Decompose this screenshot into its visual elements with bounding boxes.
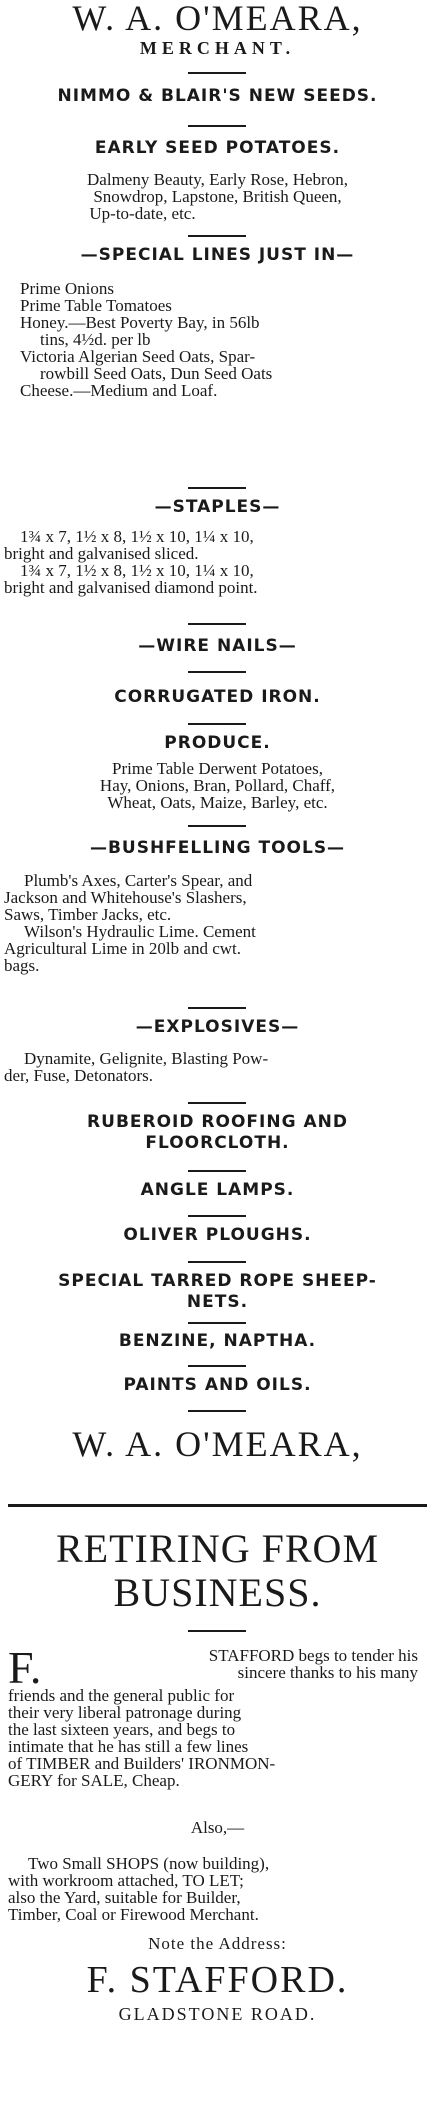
staples-line: 1¾ x 7, 1½ x 8, 1½ x 10, 1¼ x 10, [20,527,254,546]
potatoes-line: Dalmeny Beauty, Early Rose, Hebron, [87,170,348,189]
special-line: tins, 4½d. per lb [40,330,151,349]
produce-line: Wheat, Oats, Maize, Barley, etc. [107,793,328,812]
angle-lamps-heading: ANGLE LAMPS. [140,1180,295,1200]
stafford-line: the last sixteen years, and begs to [8,1720,236,1739]
explosives-line: Dynamite, Gelignite, Blasting Pow- [24,1049,269,1068]
stafford-line: their very liberal patronage during [8,1703,242,1722]
ruberoid-heading [0,1112,435,1154]
special-line: Victoria Algerian Seed Oats, Spar- [20,347,256,366]
divider [188,72,246,74]
bushfelling-line: Saws, Timber Jacks, etc. [4,905,172,924]
stafford-line: intimate that he has still a few lines [8,1737,249,1756]
benzine-heading: BENZINE, NAPTHA. [118,1331,317,1351]
stafford-line: STAFFORD begs to tender his [208,1646,418,1665]
shops-line: with workroom attached, TO LET; [8,1871,244,1890]
divider [188,1322,246,1324]
omeara-title: W. A. O'MEARA, [72,0,363,38]
divider [188,1410,246,1412]
divider [188,1215,246,1217]
staples-heading: —STAPLES— [154,497,281,517]
shops-line: also the Yard, suitable for Builder, [8,1888,241,1907]
bushfelling-body [0,872,430,974]
nimmo-heading: NIMMO & BLAIR'S NEW SEEDS. [57,86,378,106]
note-address: Note the Address: [148,1934,287,1953]
divider [188,1365,246,1367]
drop-cap: F. [8,1642,42,1693]
sheepnets-line: NETS. [186,1292,249,1312]
also-line: Also,— [190,1818,245,1837]
ruberoid-line: RUBEROID ROOFING AND [87,1112,348,1132]
divider [188,1261,246,1263]
wire-nails-heading: —WIRE NAILS— [138,636,297,656]
stafford-line: of TIMBER and Builders' IRONMON- [8,1754,276,1773]
stafford-address: GLADSTONE ROAD. [118,2004,317,2024]
stafford-line: sincere thanks to his many [237,1663,418,1682]
produce-line: Hay, Onions, Bran, Pollard, Chaff, [99,776,336,795]
staples-line: bright and galvanised diamond point. [4,578,258,597]
staples-body [0,528,430,596]
bushfelling-line: Plumb's Axes, Carter's Spear, and [24,871,253,890]
divider [188,235,246,237]
shops-line: Two Small SHOPS (now building), [28,1854,270,1873]
divider [188,723,246,725]
bushfelling-line: Agricultural Lime in 20lb and cwt. [4,939,241,958]
produce-heading: PRODUCE. [164,733,271,753]
corrugated-heading: CORRUGATED IRON. [114,687,321,707]
stafford-line: GERY for SALE, Cheap. [8,1771,180,1790]
special-line: Prime Onions [20,279,114,298]
divider [188,487,246,489]
retiring-line: BUSINESS. [113,1570,322,1615]
stafford-name: F. STAFFORD. [86,1959,349,2001]
special-heading: —SPECIAL LINES JUST IN— [80,245,355,265]
staples-line: bright and galvanised sliced. [4,544,199,563]
advert-separator [8,1504,427,1507]
oliver-heading: OLIVER PLOUGHS. [123,1225,312,1245]
sheepnets-heading [0,1271,435,1313]
retiring-line: RETIRING FROM [55,1526,380,1571]
shops-line: Timber, Coal or Firewood Merchant. [8,1905,259,1924]
omeara-footer: W. A. O'MEARA, [72,1424,363,1464]
ruberoid-line: FLOORCLOTH. [145,1133,290,1153]
divider [188,125,246,127]
retiring-heading [0,1527,435,1615]
divider [188,1102,246,1104]
explosives-heading: —EXPLOSIVES— [135,1017,300,1037]
divider [188,1007,246,1009]
explosives-line: der, Fuse, Detonators. [4,1066,153,1085]
divider [188,1630,246,1632]
special-line: rowbill Seed Oats, Dun Seed Oats [40,364,273,383]
potatoes-line: Snowdrop, Lapstone, British Queen, [93,187,342,206]
potatoes-line: Up-to-date, etc. [89,204,196,223]
bushfelling-heading: —BUSHFELLING TOOLS— [89,838,346,858]
stafford-body [0,1642,426,1790]
produce-line: Prime Table Derwent Potatoes, [112,759,323,778]
stafford-line: friends and the general public for [8,1686,235,1705]
potatoes-body [0,171,435,222]
shops-body [0,1855,426,1923]
bushfelling-line: bags. [4,956,40,975]
produce-body [0,760,435,811]
special-line: Honey.—Best Poverty Bay, in 56lb [20,313,260,332]
omeara-subtitle: MERCHANT. [139,38,296,58]
divider [188,623,246,625]
bushfelling-line: Jackson and Whitehouse's Slashers, [4,888,247,907]
sheepnets-line: SPECIAL TARRED ROPE SHEEP- [58,1271,377,1291]
divider [188,825,246,827]
potatoes-heading: EARLY SEED POTATOES. [94,138,341,158]
divider [188,671,246,673]
divider [188,1170,246,1172]
staples-line: 1¾ x 7, 1½ x 8, 1½ x 10, 1¼ x 10, [20,561,254,580]
special-line: Cheese.—Medium and Loaf. [20,381,218,400]
special-line: Prime Table Tomatoes [20,296,172,315]
bushfelling-line: Wilson's Hydraulic Lime. Cement [24,922,256,941]
paints-heading: PAINTS AND OILS. [123,1375,312,1395]
explosives-body [0,1050,430,1084]
special-body [0,280,420,399]
